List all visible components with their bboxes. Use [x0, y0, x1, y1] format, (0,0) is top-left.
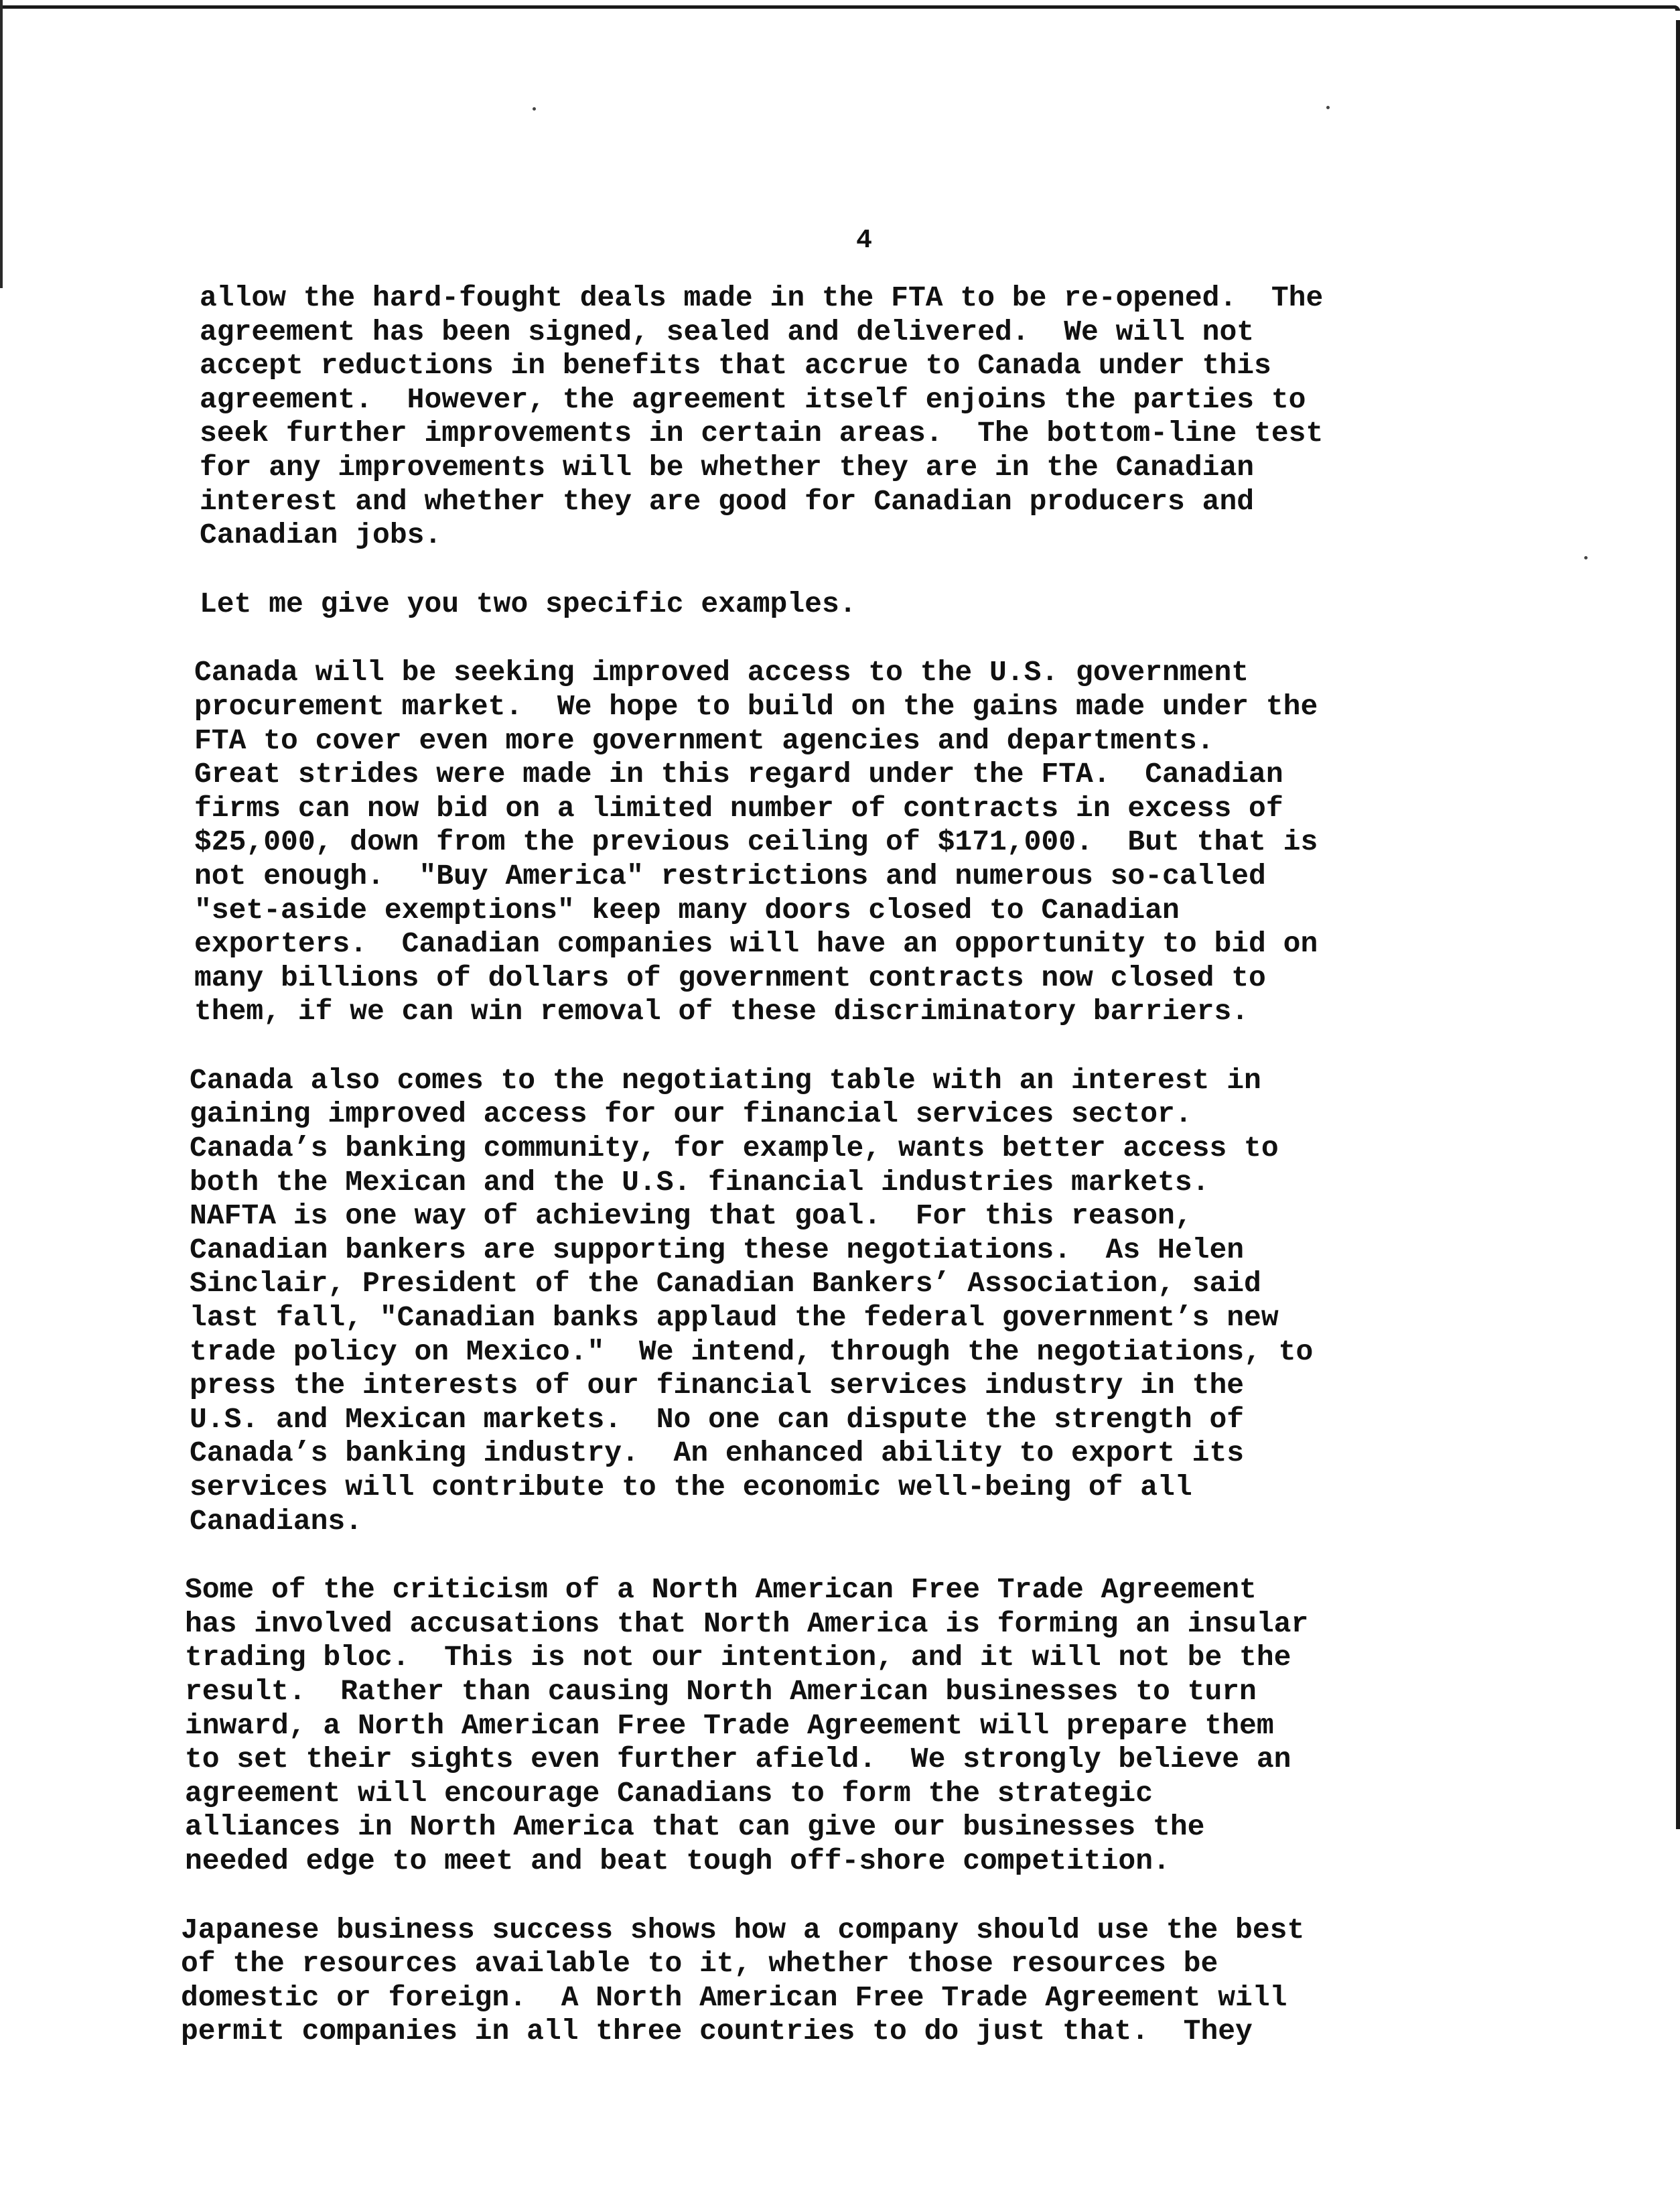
page-number: 4	[855, 226, 872, 256]
paragraph-financial-services: Canada also comes to the negotiating table with an interest in gaining improved access for our financial services sector. Canada’s banking community, for example, wants better access to both the Mexican and the U.S. financial industries markets. NAFTA is one way of achieving that goal. For this reason, Canadian bankers are supporting these negotiations. As Helen Sinclair, President of the Canadian Bankers’ Association, said last fall, "Canadian banks applaud the federal government’s new trade policy on Mexico." We intend, through the negotiations, to press the interests of our financial services industry in the U.S. and Mexican markets. No one can dispute the strength of Canada’s banking industry. An enhanced ability to export its services will contribute to the economic well-being of all Canadians.	[190, 1063, 1314, 1538]
scan-speck	[533, 107, 536, 111]
paragraph-japanese-business: Japanese business success shows how a company should use the best of the resources available to it, whether those resources be domestic or foreign. A North American Free Trade Agreement will permit companies in all three countries to do just that. They	[181, 1913, 1305, 2048]
page-top-edge	[0, 5, 1680, 11]
paragraph-examples-intro: Let me give you two specific examples.	[200, 587, 857, 620]
scan-speck	[1326, 106, 1330, 109]
paragraph-government-procurement: Canada will be seeking improved access to the U.S. government procurement market. We hope to build on the gains made under the FTA to cover even more government agencies and departments. Great strides were made in this regard under the FTA. Canadian firms can now bid on a limited number of contracts in excess of $25,000, down from the previous ceiling of $171,000. But that is not enough. "Buy America" restrictions and numerous so-called "set-aside exemptions" keep many doors closed to Canadian exporters. Canadian companies will have an opportunity to bid on many billions of dollars of government contracts now closed to them, if we can win removal of these discriminatory barriers.	[194, 656, 1318, 1028]
paragraph-fta-reopening: allow the hard-fought deals made in the FTA to be re-opened. The agreement has been signed, sealed and delivered. We will not accept reductions in benefits that accrue to Canada under this agreement. However, the agreement itself enjoins the parties to seek further improvements in certain areas. The bottom-line test for any improvements will be whether they are in the Canadian interest and whether they are good for Canadian producers and Canadian jobs.	[200, 281, 1324, 552]
paragraph-trading-bloc: Some of the criticism of a North American Free Trade Agreement has involved accusations that North America is forming an insular trading bloc. This is not our intention, and it will not be the result. Rather than causing North American businesses to turn inward, a North American Free Trade Agreement will prepare them to set their sights even further afield. We strongly believe an agreement will encourage Canadians to form the strategic alliances in North America that can give our businesses the needed edge to meet and beat tough off-shore competition.	[185, 1573, 1309, 1877]
document-body	[0, 281, 1680, 2084]
page-left-edge	[0, 0, 3, 288]
